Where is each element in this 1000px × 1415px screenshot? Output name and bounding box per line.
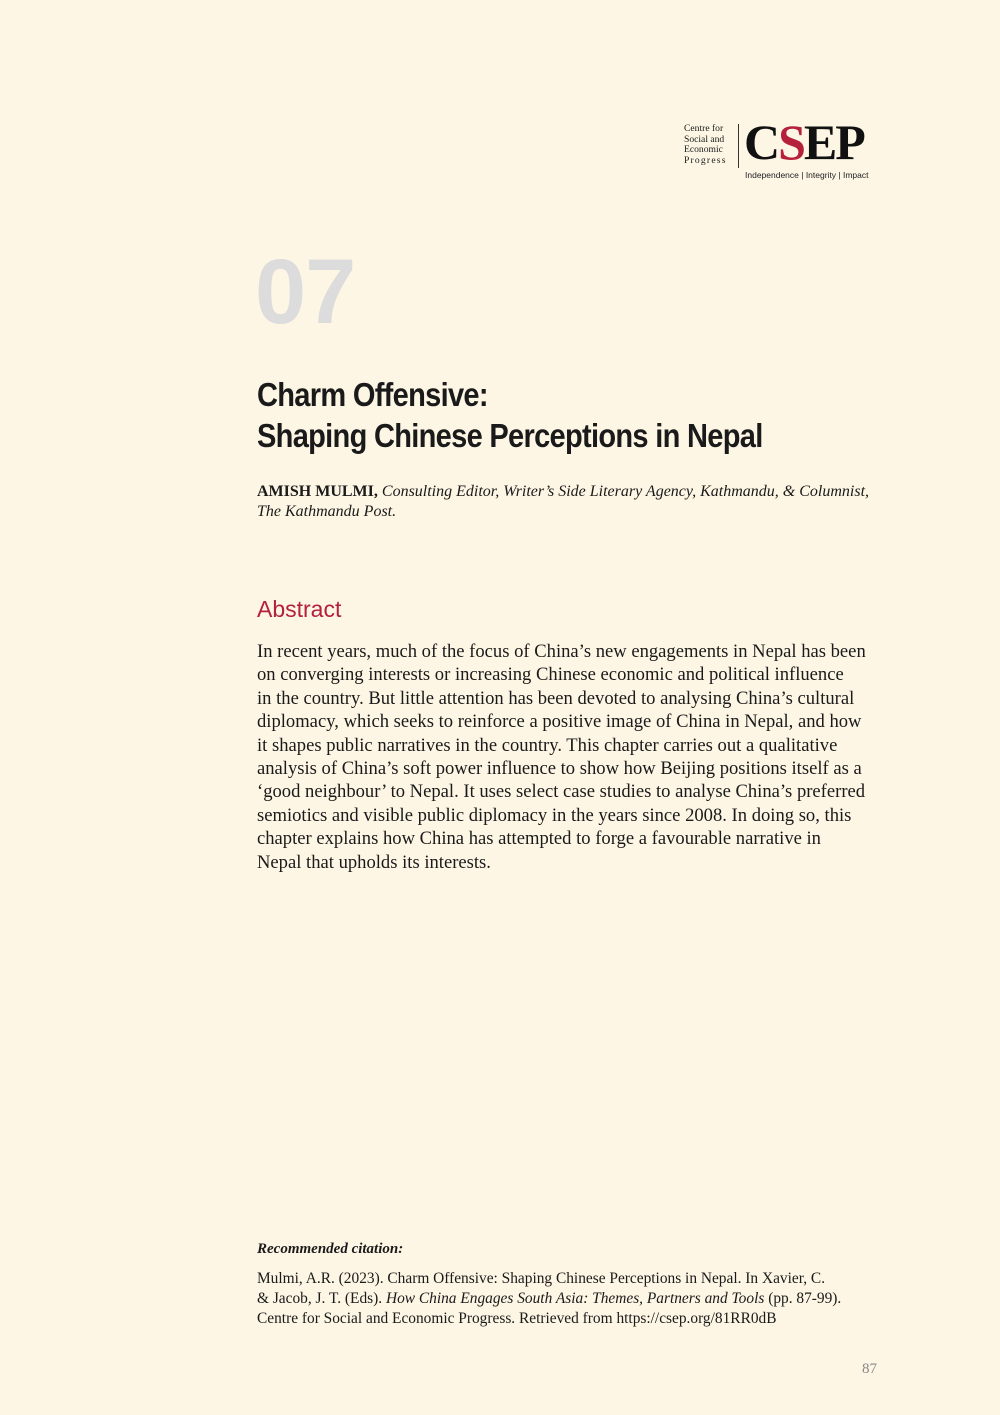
citation-book-title: How China Engages South Asia: Themes, Partners and Tools xyxy=(385,1290,765,1307)
logo-org-line: Centre for xyxy=(684,123,724,134)
abstract-line: Nepal that upholds its interests. xyxy=(257,851,491,873)
abstract-line: it shapes public narratives in the country. This chapter carries out a qualitative xyxy=(257,734,838,756)
logo-letter: E xyxy=(803,114,836,170)
logo-org-line: Progress xyxy=(684,154,727,166)
logo-letter: S xyxy=(778,114,804,170)
chapter-number: 07 xyxy=(255,241,356,343)
abstract-line: on converging interests or increasing Chinese economic and political influence xyxy=(257,664,844,686)
author-byline xyxy=(257,482,887,522)
logo-org-name xyxy=(684,124,734,166)
abstract-line: ‘good neighbour’ to Nepal. It uses select case studies to analyse China’s preferred xyxy=(257,781,866,803)
logo-wordmark xyxy=(744,116,864,168)
logo-org-line: Economic xyxy=(684,144,723,155)
abstract-heading: Abstract xyxy=(257,596,342,622)
author-name: AMISH MULMI, xyxy=(257,483,378,500)
abstract-line: semiotics and visible public diplomacy in the years since 2008. In doing so, this xyxy=(257,804,852,826)
citation-line: Centre for Social and Economic Progress. Retrieved from https://csep.org/81RR0dB xyxy=(257,1310,777,1327)
citation-line: Mulmi, A.R. (2023). Charm Offensive: Shaping Chinese Perceptions in Nepal. In Xavier, C. xyxy=(257,1270,826,1287)
logo-divider xyxy=(738,124,739,168)
logo-letter: P xyxy=(835,114,864,170)
citation-editors: & Jacob, J. T. (Eds). xyxy=(257,1290,386,1307)
citation-heading: Recommended citation: xyxy=(257,1241,404,1257)
logo-letter: C xyxy=(744,114,779,170)
abstract-line: diplomacy, which seeks to reinforce a positive image of China in Nepal, and how xyxy=(257,711,862,733)
title-line: Charm Offensive: xyxy=(257,376,488,413)
abstract-line: In recent years, much of the focus of China’s new engagements in Nepal has been xyxy=(257,641,866,662)
author-role-continued: The Kathmandu Post. xyxy=(257,503,397,520)
logo-tagline: Independence | Integrity | Impact xyxy=(745,170,869,180)
citation-text xyxy=(257,1269,897,1329)
logo-org-line: Social and xyxy=(684,133,725,145)
author-role: Consulting Editor, Writer’s Side Literary Agency, Kathmandu, & Columnist, xyxy=(377,483,870,500)
citation-pages: (pp. 87-99). xyxy=(764,1290,842,1307)
abstract-line: chapter explains how China has attempted to forge a favourable narrative in xyxy=(257,828,821,850)
chapter-title xyxy=(257,374,820,456)
abstract-text xyxy=(257,640,897,874)
title-line: Shaping Chinese Perceptions in Nepal xyxy=(257,417,763,454)
csep-logo xyxy=(684,114,884,182)
abstract-line: analysis of China’s soft power influence to show how Beijing positions itself as a xyxy=(257,758,862,780)
page-number: 87 xyxy=(862,1361,877,1377)
abstract-line: in the country. But little attention has been devoted to analysing China’s cultural xyxy=(257,687,855,709)
citation-line xyxy=(257,1289,897,1309)
